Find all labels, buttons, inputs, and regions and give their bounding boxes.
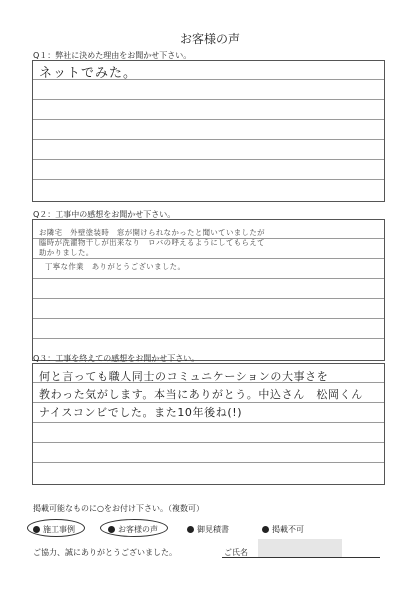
option-customer-voice[interactable]: お客様の声 (108, 524, 158, 535)
q2-label: Q２：工事中の感想をお聞かせ下さい。 (33, 210, 176, 219)
q2-answer-box (32, 219, 385, 361)
q3-answer-box (32, 363, 385, 485)
q3-answer-line-2: 教わった気がします。本当にありがとう。中込さん 松岡くん (39, 388, 363, 401)
q1-answer-box (32, 60, 385, 202)
q1-answer-text: ネットでみた。 (39, 66, 138, 81)
bullet-icon (262, 526, 269, 533)
permission-label: 掲載可能なものに○をお付け下さい。（複数可） (33, 504, 204, 513)
name-label: ご氏名 (224, 548, 248, 557)
q2-answer-line-3: 助かりました。 (39, 248, 94, 257)
q2-answer-line-2: 臨時が洗濯物干しが出来なり ロバの呼えるようにしてもらえて (39, 238, 265, 247)
q3-answer-line-1: 何と言っても職人同士のコミュニケーションの大事さを (39, 370, 329, 383)
option-case-study[interactable]: 施工事例 (33, 524, 75, 535)
option-no-publish[interactable]: 掲載不可 (262, 524, 304, 535)
q2-answer-line-4: 丁寧な作業 ありがとうございました。 (45, 262, 186, 271)
bullet-icon (33, 526, 40, 533)
q3-answer-line-3: ナイスコンビでした。また10年後ね(!) (39, 406, 243, 419)
redacted-name (258, 539, 342, 557)
q1-label: Q１：弊社に決めた理由をお聞かせ下さい。 (33, 51, 192, 60)
bullet-icon (187, 526, 194, 533)
bullet-icon (108, 526, 115, 533)
q3-label: Q３：工事を終えての感想をお聞かせ下さい。 (33, 354, 200, 363)
thanks-text: ご協力、誠にありがとうございました。 (33, 548, 177, 557)
option-estimate[interactable]: 御見積書 (187, 524, 229, 535)
page-title: お客様の声 (179, 32, 240, 46)
name-underline (222, 557, 380, 558)
q2-answer-line-1: お隣宅 外壁塗装時 窓が開けられなかったと聞いていましたが (39, 228, 265, 237)
